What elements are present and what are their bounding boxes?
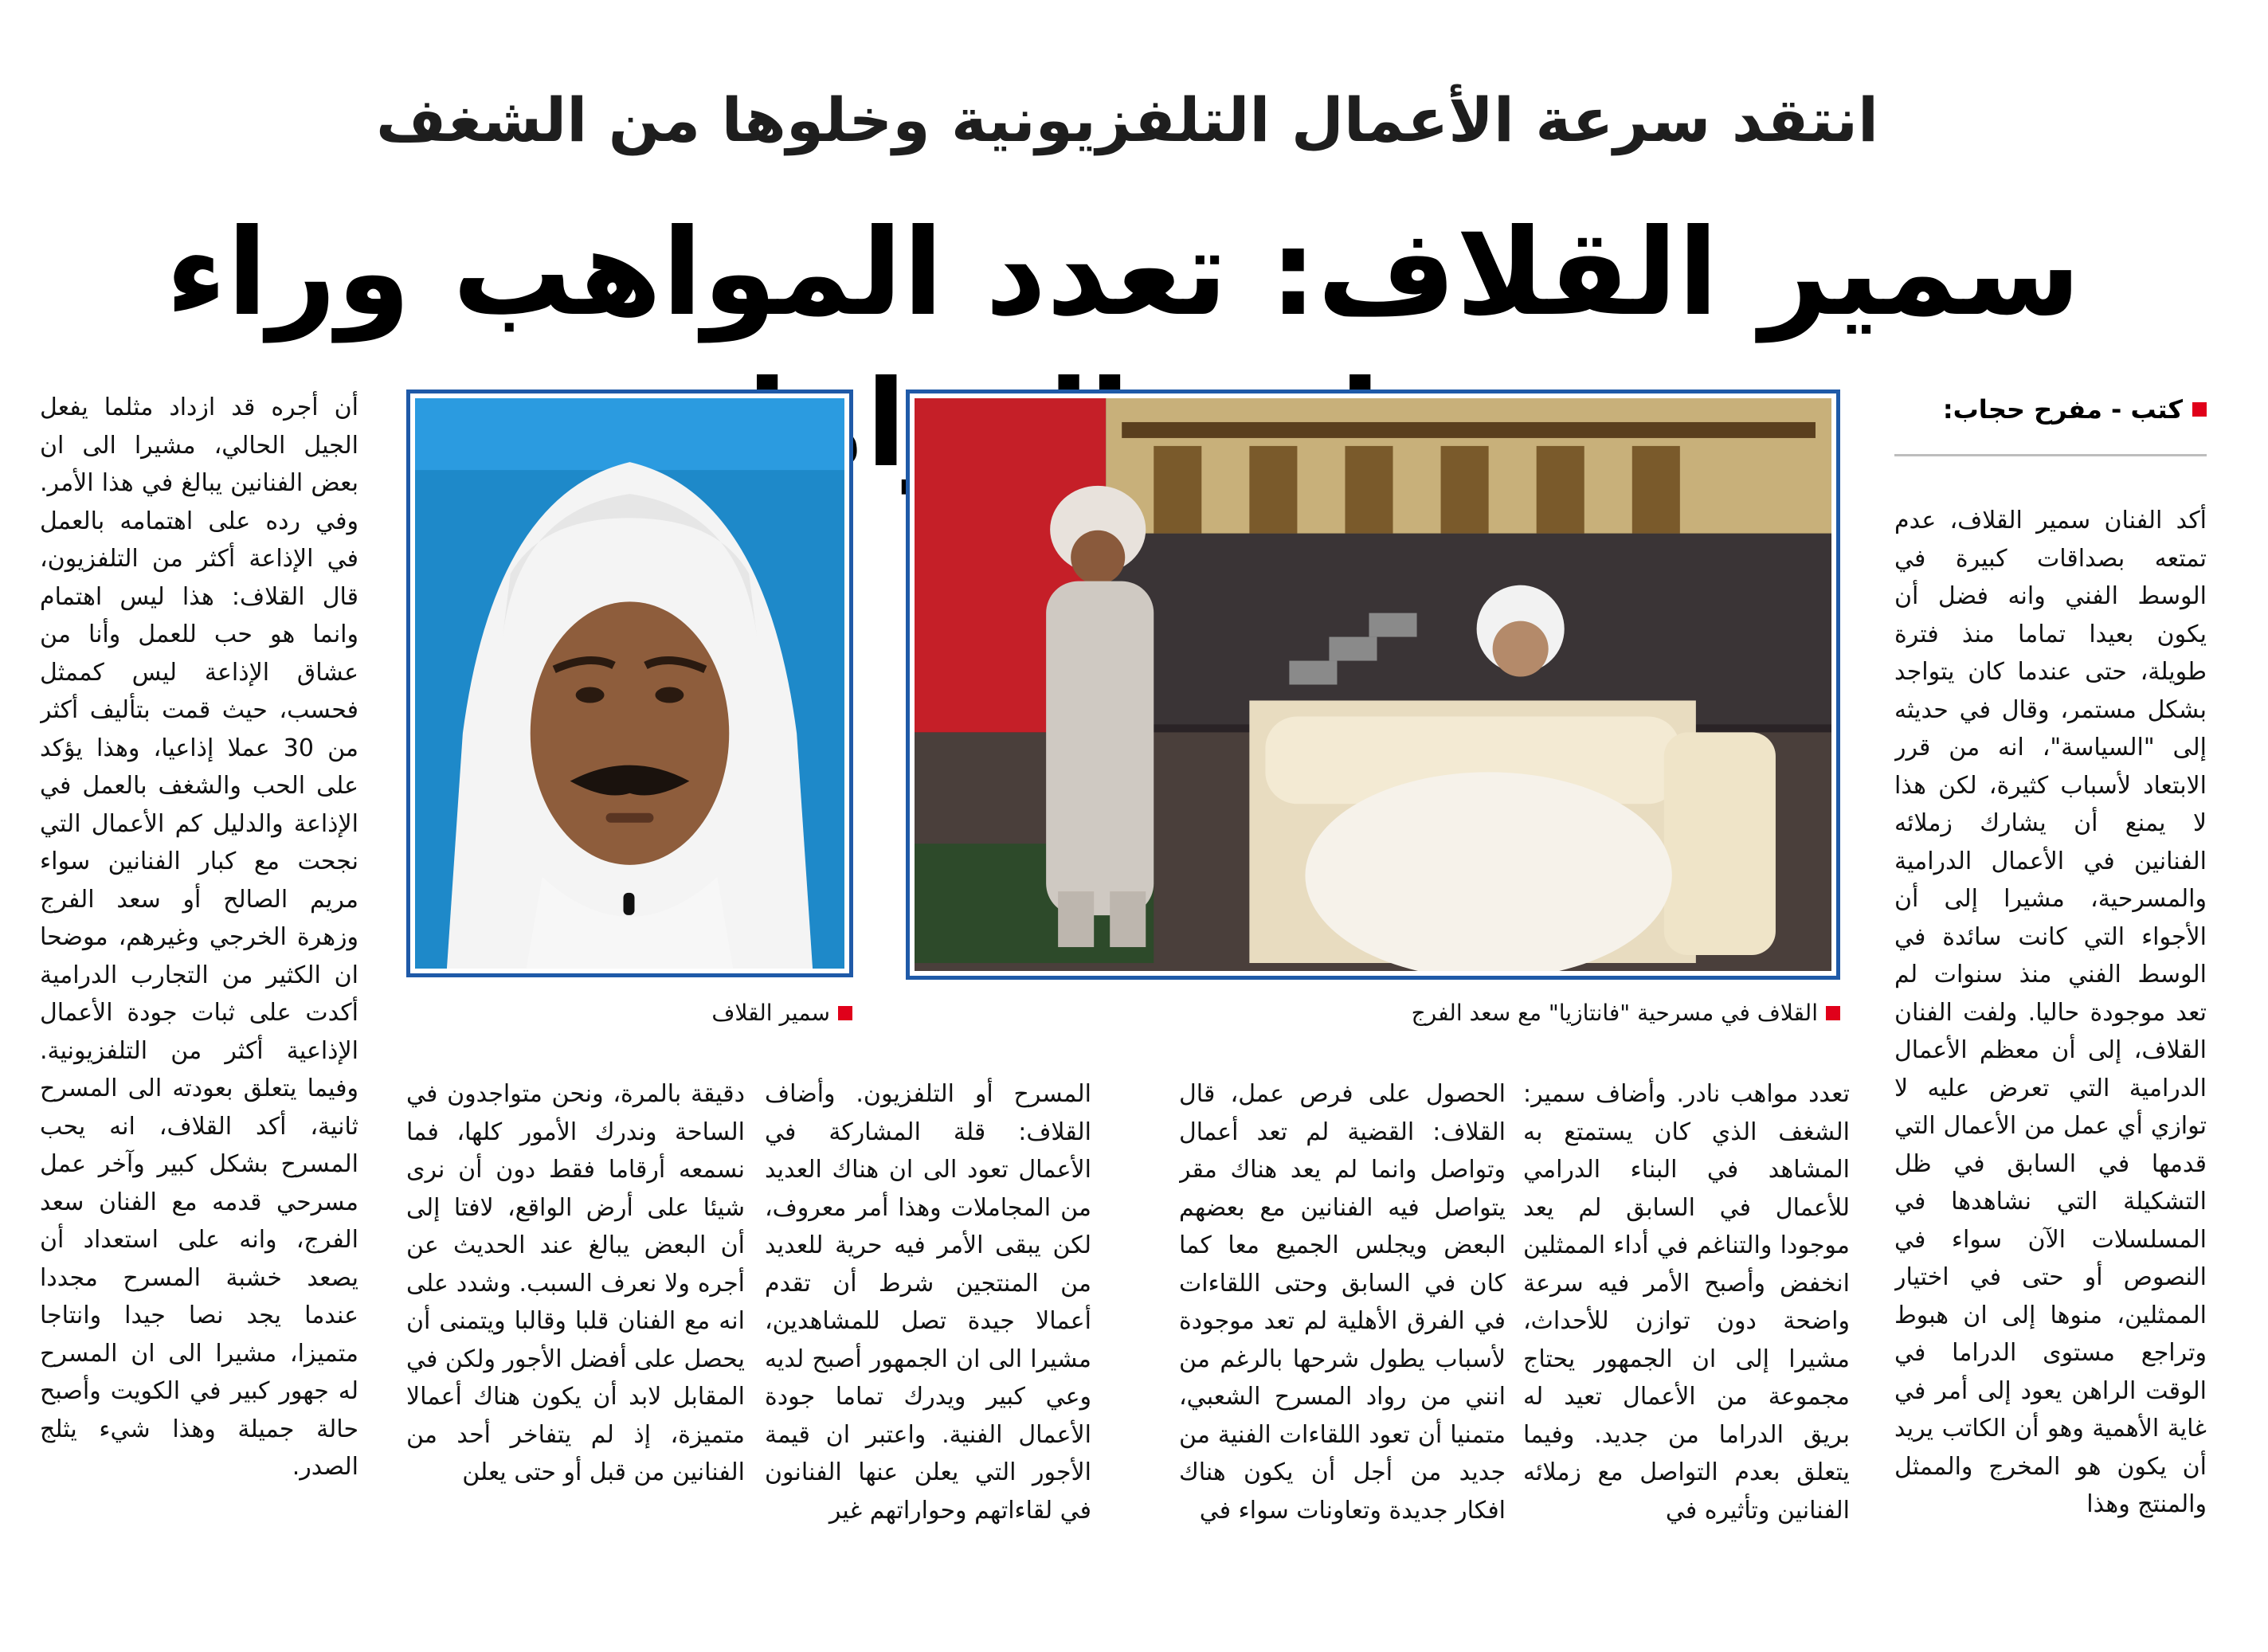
- article-kicker: انتقد سرعة الأعمال التلفزيونية وخلوها من الشغف: [375, 84, 1879, 155]
- text-column-5: [406, 1075, 745, 1617]
- red-square-bullet-icon: [838, 1006, 852, 1020]
- text-column-3: [1179, 1075, 1506, 1617]
- column-5-text: دقيقة بالمرة، ونحن متواجدون في الساحة وندرك الأمور كلها، فما نسمعه أرقاما فقط دون أن نرى شيئا على أرض الواقع، لافتا إلى أن البعض يبالغ عند الحديث عن أجره ولا نعرف السبب. وشدد على انه مع الفنان قلبا وقالبا ويتمنى أن يحصل على أفضل الأجور ولكن في المقابل لابد أن يكون هناك أعمالا متميزة، إذ لم يتفاخر أحد من الفنانين من قبل أو حتى يعلن: [406, 1080, 745, 1486]
- byline: [1888, 387, 2207, 432]
- column-1-text: أكد الفنان سمير القلاف، عدم تمتعه بصداقات كبيرة في الوسط الفني وانه فضل أن يكون بعيدا تماما منذ فترة طويلة، حتى عندما كان يتواجد بشكل مستمر، وقال في حديثه إلى "السياسة"، انه من قرر الابتعاد لأسباب كثيرة، لكن هذا لا يمنع أن يشارك زملائه الفنانين في الأعمال الدرامية والمسرحية، مشيرا إلى أن الأجواء التي كانت سائدة في الوسط الفني منذ سنوات لم تعد موجودة حاليا. ولفت الفنان القلاف، إلى أن معظم الأعمال الدرامية التي تعرض عليه لا توازي أي عمل من الأعمال التي قدمها في السابق في ظل التشكيلة التي نشاهدها في المسلسلات الآن سواء في النصوص أو حتى في اختيار الممثلين، منوها إلى ان هبوط وتراجع مستوى الدراما في الوقت الراهن يعود إلى أمر في غاية الأهمية وهو أن الكاتب يريد أن يكون هو المخرج والممثل والمنتج وهذا: [1894, 507, 2207, 1518]
- text-column-1: [1894, 502, 2207, 1609]
- column-4-text: المسرح أو التلفزيون. وأضاف القلاف: قلة المشاركة في الأعمال تعود الى ان هناك العديد من المجاملات وهذا أمر معروف، لكن يبقى الأمر فيه حرية للعديد من المنتجين شرط أن تقدم أعمالا جيدة تصل للمشاهدين، مشيرا الى ان الجمهور أصبح لديه وعي كبير ويدرك تماما جودة الأعمال الفنية. واعتبر ان قيمة الأجور التي يعلن عنها الفنانون في لقاءاتهم وحواراتهم غير: [765, 1080, 1091, 1525]
- text-column-4: [765, 1075, 1091, 1617]
- stage-photo-caption: [1291, 997, 1840, 1029]
- stage-photo-caption-text: القلاف في مسرحية "فانتازيا" مع سعد الفرج: [1411, 1000, 1818, 1026]
- red-square-bullet-icon: [2192, 402, 2207, 417]
- stage-photo-illustration: [915, 398, 1831, 971]
- stage-photo: [906, 390, 1840, 980]
- portrait-photo-caption-text: سمير القلاف: [711, 1000, 830, 1026]
- text-column-6: [40, 389, 358, 1615]
- portrait-photo: [406, 390, 853, 977]
- column-6-text: أن أجره قد ازداد مثلما يفعل الجيل الحالي، مشيرا الى ان بعض الفنانين يبالغ في هذا الأمر. وفي رده على اهتمامه بالعمل في الإذاعة أكثر من التلفزيون، قال القلاف: هذا ليس اهتمام وانما هو حب للعمل وأنا من عشاق الإذاعة ليس كممثل فحسب، حيث قمت بتأليف أكثر من 30 عملا إذاعيا، وهذا يؤكد على الحب والشغف بالعمل في الإذاعة والدليل كم الأعمال التي نجحت مع كبار الفنانين سواء مريم الصالح أو سعد الفرج وزهرة الخرجي وغيرهم، موضحا ان الكثير من التجارب الدرامية أكدت على ثبات جودة الأعمال الإذاعية أكثر من التلفزيونية. وفيما يتعلق بعودته الى المسرح ثانية، أكد القلاف، انه يحب المسرح بشكل كبير وآخر عمل مسرحي قدمه مع الفنان سعد الفرج، وانه على استعداد أن يصعد خشبة المسرح مجددا عندما يجد نصا جيدا وانتاجا متميزا، مشيرا الى ان المسرح له جهور كبير في الكويت وأصبح حالة جميلة وهذا شيء يثلج الصدر.: [40, 393, 358, 1481]
- text-column-2: [1523, 1075, 1850, 1617]
- byline-divider: [1894, 454, 2207, 456]
- red-square-bullet-icon: [1826, 1006, 1840, 1020]
- byline-text: كتب - مفرح حجاب:: [1942, 394, 2183, 425]
- portrait-photo-caption: [653, 997, 852, 1029]
- portrait-illustration: [415, 398, 844, 969]
- column-2-text: تعدد مواهب نادر. وأضاف سمير: الشغف الذي كان يستمتع به المشاهد في البناء الدرامي للأعمال في السابق لم يعد موجودا والتناغم في أداء الممثلين انخفض وأصبح الأمر فيه سرعة واضحة دون توازن للأحداث، مشيرا إلى ان الجمهور يحتاج مجموعة من الأعمال تعيد له بريق الدراما من جديد. وفيما يتعلق بعدم التواصل مع زملائه الفنانين وتأثيره في: [1523, 1080, 1850, 1525]
- column-3-text: الحصول على فرص عمل، قال القلاف: القضية لم تعد أعمال وتواصل وانما لم يعد هناك مقر يتواصل فيه الفنانين مع بعضهم البعض ويجلس الجميع معا كما كان في السابق وحتى اللقاءات في الفرق الأهلية لم تعد موجودة لأسباب يطول شرحها بالرغم من انني من رواد المسرح الشعبي، متمنيا أن تعود اللقاءات الفنية من جديد من أجل أن يكون هناك افكار جديدة وتعاونات سواء في: [1179, 1080, 1506, 1525]
- article-headline: سمير القلاف: تعدد المواهب وراء: [165, 204, 2082, 343]
